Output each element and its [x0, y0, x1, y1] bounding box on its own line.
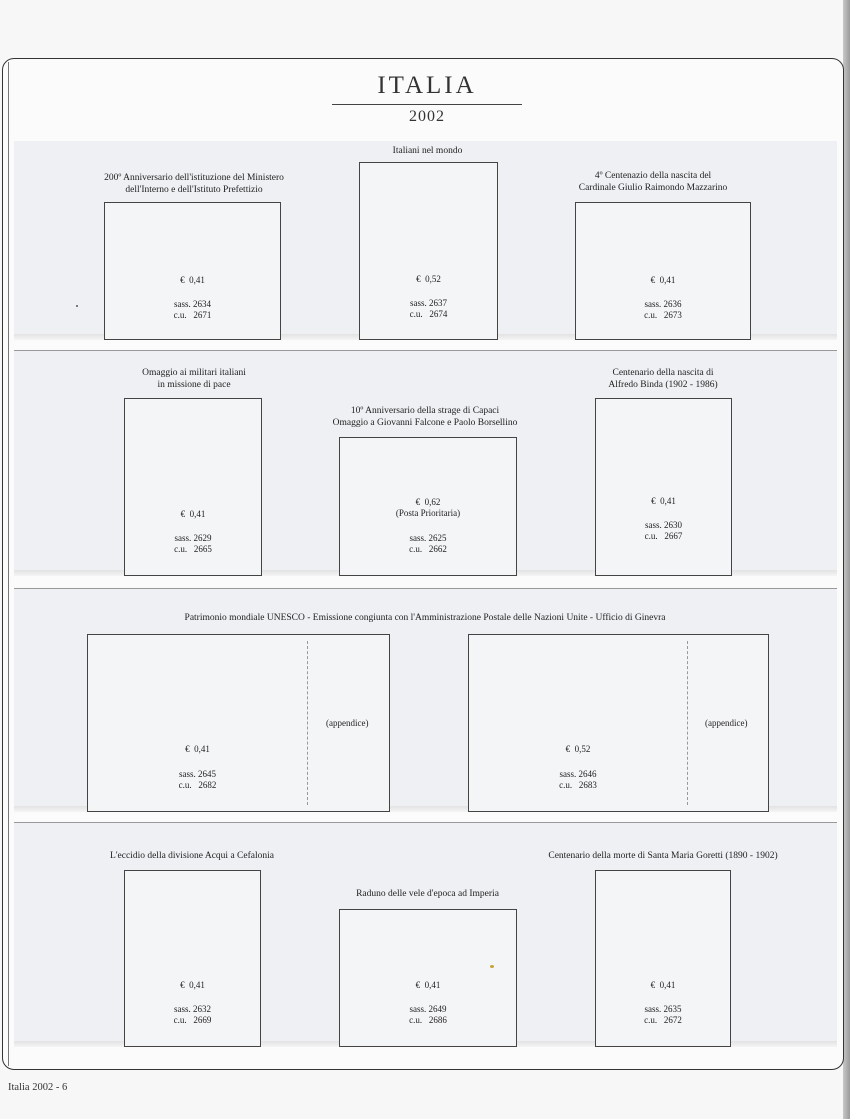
sassone-number: sass. 2649	[409, 1004, 447, 1014]
stamp-slot	[339, 909, 517, 1047]
catalog-number: c.u. 2667	[644, 531, 683, 541]
stamp-slot	[87, 634, 390, 812]
catalog-number: c.u. 2672	[644, 1015, 682, 1025]
stamp-caption: Italiani nel mondo	[392, 146, 463, 156]
stamp-caption: Centenario della nascita di Alfredo Binda (1902 - 1986)	[608, 368, 718, 390]
sassone-number: sass. 2625	[409, 533, 447, 543]
face-value: € 0,41	[185, 744, 210, 754]
stamp-caption: Omaggio ai militari italiani in missione di pace	[142, 368, 246, 390]
stamp-slot	[124, 870, 261, 1047]
sassone-number: sass. 2629	[174, 533, 212, 543]
page-title: ITALIA	[377, 72, 477, 99]
sassone-number: sass. 2636	[644, 299, 682, 309]
stamp-caption: Raduno delle vele d'epoca ad Imperia	[356, 889, 499, 899]
page-footer: Italia 2002 - 6	[8, 1082, 68, 1093]
face-value: € 0,52	[565, 744, 591, 754]
catalog-number: c.u. 2674	[409, 309, 448, 319]
title-divider	[332, 104, 522, 105]
sassone-number: sass. 2630	[644, 520, 682, 530]
stamp-caption: 4º Centenazio della nascita del Cardinale Giulio Raimondo Mazzarino	[578, 171, 728, 193]
catalog-number: c.u. 2673	[644, 310, 682, 320]
sassone-number: sass. 2634	[173, 299, 211, 309]
stamp-slot	[468, 634, 769, 812]
sassone-number: sass. 2645	[178, 769, 216, 779]
appendix-perforation	[687, 641, 688, 805]
face-value: € 0,41	[650, 980, 676, 990]
face-value: € 0,41	[415, 980, 441, 990]
stamp-slot	[595, 870, 731, 1047]
sassone-number: sass. 2637	[409, 298, 447, 308]
stamp-caption: 200º Anniversario dell'istituzione del Ministero dell'Interno e dell'Istituto Prefettizio	[104, 173, 284, 195]
catalog-number: c.u. 2665	[174, 544, 212, 554]
stamp-slot	[104, 202, 281, 340]
stamp-slot	[339, 437, 517, 576]
sassone-number: sass. 2632	[173, 1004, 211, 1014]
posta-prioritaria-note: (Posta Prioritaria)	[395, 508, 461, 518]
face-value: € 0,41	[650, 275, 676, 285]
appendix-label: (appendice)	[326, 718, 369, 728]
catalog-number: c.u. 2682	[178, 780, 217, 790]
stamp-slot	[575, 202, 751, 340]
sassone-number: sass. 2635	[644, 1004, 682, 1014]
sassone-number: sass. 2646	[559, 769, 597, 779]
stamp-caption: 10º Anniversario della strage di Capaci Omaggio a Giovanni Falcone e Paolo Borsellino	[332, 406, 518, 428]
appendix-label: (appendice)	[705, 718, 748, 728]
paper-speck	[76, 305, 78, 307]
face-value: € 0,41	[180, 509, 206, 519]
face-value: € 0,41	[180, 275, 205, 285]
paper-speck	[490, 965, 494, 968]
face-value: € 0,41	[651, 496, 676, 506]
face-value: € 0,41	[180, 980, 205, 990]
stamp-slot	[595, 398, 732, 576]
appendix-perforation	[307, 641, 308, 805]
stamp-caption: Centenario della morte di Santa Maria Goretti (1890 - 1902)	[548, 851, 778, 861]
catalog-number: c.u. 2686	[409, 1015, 447, 1025]
catalog-number: c.u. 2683	[559, 780, 597, 790]
face-value: € 0,52	[416, 274, 441, 284]
catalog-number: c.u. 2662	[409, 544, 447, 554]
page-year: 2002	[409, 108, 445, 125]
catalog-number: c.u. 2669	[173, 1015, 212, 1025]
stamp-caption: Patrimonio mondiale UNESCO - Emissione congiunta con l'Amministrazione Postale delle Nazioni Unite - Ufficio di Ginevra	[184, 613, 666, 623]
catalog-number: c.u. 2671	[173, 310, 212, 320]
stamp-caption: L'eccidio della divisione Acqui a Cefalonia	[110, 851, 274, 861]
stamp-slot	[359, 162, 498, 340]
face-value: € 0,62	[415, 497, 441, 507]
stamp-slot	[124, 398, 262, 576]
